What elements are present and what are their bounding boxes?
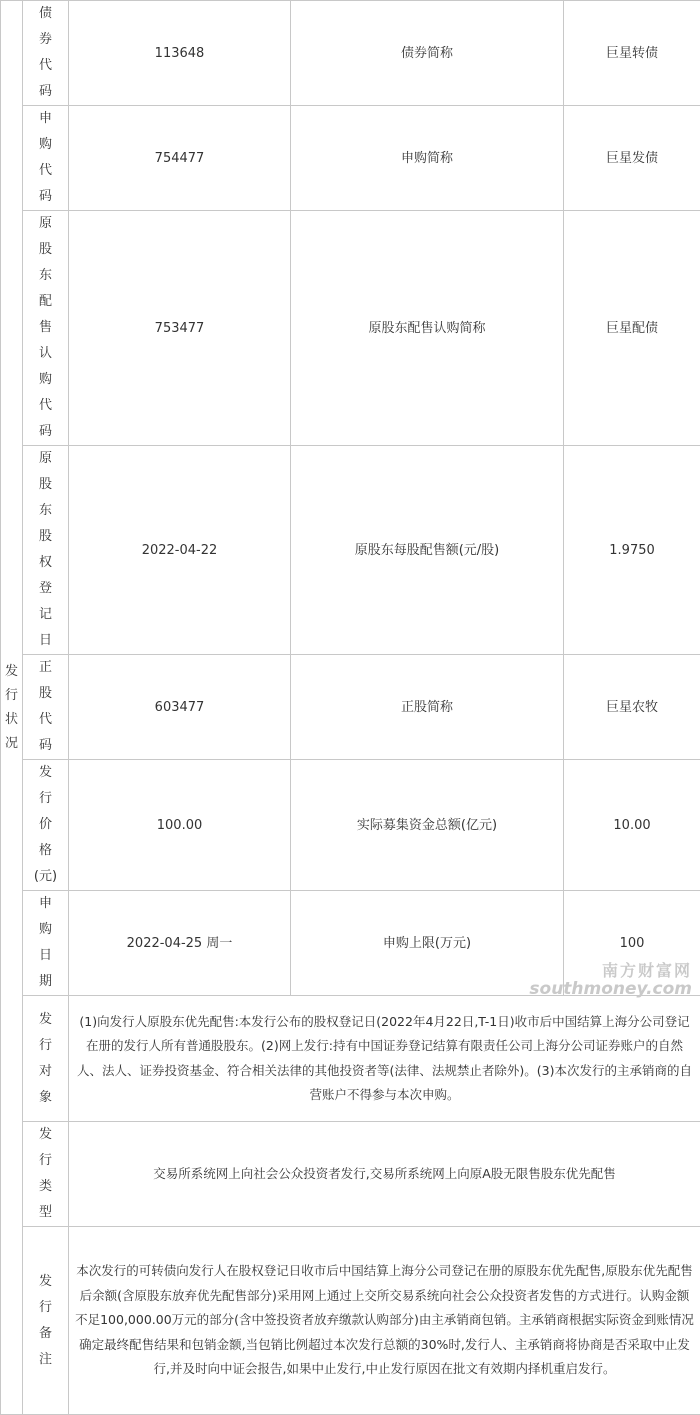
row-target [1,996,700,1122]
placing-name-value: 巨星配债 [564,211,700,446]
issue-price-label: 发行价格(元) [23,760,69,891]
row-remarks [1,1227,700,1415]
record-date-value: 2022-04-22 [69,446,291,655]
sub-code-value: 754477 [69,106,291,211]
section-label: 发行状况 [5,660,19,756]
row-stock-code [1,655,700,760]
stock-name-label: 正股简称 [291,655,564,760]
watermark-cn: 南方财富网 [529,962,692,980]
placing-per-share-label: 原股东每股配售额(元/股) [291,446,564,655]
sub-limit-label: 申购上限(万元) [291,891,564,996]
sub-date-label: 申购日期 [23,891,69,996]
sub-name-label: 申购简称 [291,106,564,211]
stock-name-value: 巨星农牧 [564,655,700,760]
bond-name-label: 债券简称 [291,1,564,106]
sub-name-value: 巨星发债 [564,106,700,211]
placing-name-label: 原股东配售认购简称 [291,211,564,446]
raised-funds-value: 10.00 [564,760,700,891]
target-text: (1)向发行人原股东优先配售:本发行公布的股权登记日(2022年4月22日,T-1日)收市后中国结算上海分公司登记在册的发行人所有普通股股东。(2)网上发行:持有中国证券登记结算有限责任公司上海分公司证券账户的自然人、法人、证券投资基金、符合相关法律的其他投资者等(法律、法规禁止者除外)。(3)本次发行的主承销商的自营账户不得参与本次申购。 [69,996,700,1122]
remarks-text: 本次发行的可转债向发行人在股权登记日收市后中国结算上海分公司登记在册的原股东优先配售,原股东优先配售后余额(含原股东放弃优先配售部分)采用网上通过上交所交易系统向社会公众投资者发售的方式进行。认购金额不足100,000.00万元的部分(含中签投资者放弃缴款认购部分)由主承销商包销。主承销商根据实际资金到账情况确定最终配售结果和包销金额,当包销比例超过本次发行总额的30%时,发行人、主承销商将协商是否采取中止发行,并及时向中证会报告,如果中止发行,中止发行原因在批文有效期内择机重启发行。 [69,1227,700,1415]
row-placing-code [1,211,700,446]
type-label: 发行类型 [23,1122,69,1227]
row-bond-code [1,1,700,106]
stock-code-label: 正股代码 [23,655,69,760]
stock-code-value: 603477 [69,655,291,760]
section-label-cell [1,1,23,1415]
remarks-label: 发行备注 [23,1227,69,1415]
row-sub-code [1,106,700,211]
row-issue-price [1,760,700,891]
sub-code-label: 申购代码 [23,106,69,211]
record-date-label: 原股东股权登记日 [23,446,69,655]
raised-funds-label: 实际募集资金总额(亿元) [291,760,564,891]
watermark-en: southmoney.com [529,980,692,998]
sub-date-value: 2022-04-25 周一 [69,891,291,996]
bond-name-value: 巨星转债 [564,1,700,106]
target-label: 发行对象 [23,996,69,1122]
row-sub-date [1,891,700,996]
placing-per-share-value: 1.9750 [564,446,700,655]
row-record-date [1,446,700,655]
placing-code-value: 753477 [69,211,291,446]
bond-code-label: 债券代码 [23,1,69,106]
row-type [1,1122,700,1227]
placing-code-label: 原股东配售认购代码 [23,211,69,446]
type-text: 交易所系统网上向社会公众投资者发行,交易所系统网上向原A股无限售股东优先配售 [69,1122,700,1227]
sub-limit-value: 100 [564,891,700,996]
issue-price-value: 100.00 [69,760,291,891]
bond-code-value: 113648 [69,1,291,106]
